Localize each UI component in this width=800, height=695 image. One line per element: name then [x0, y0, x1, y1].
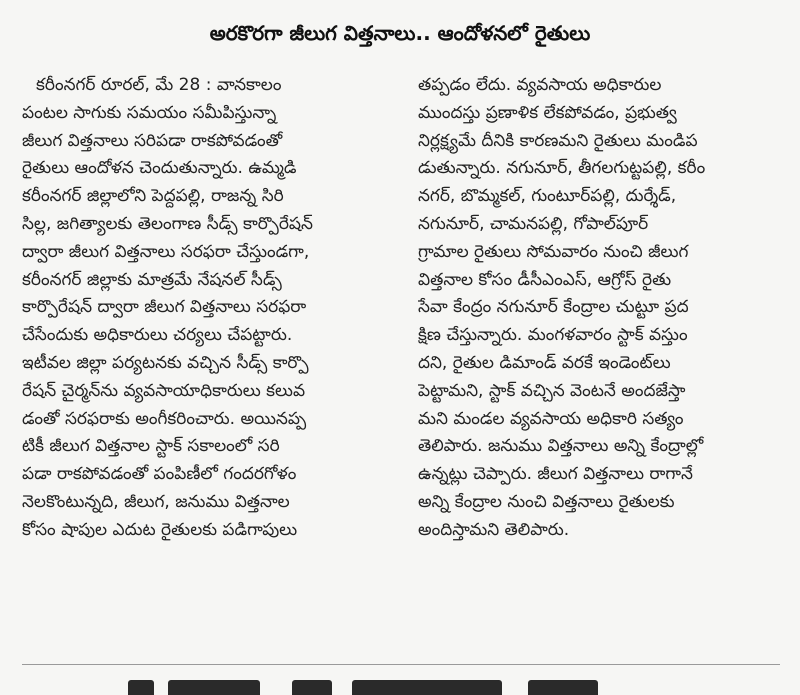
text-line: నిర్లక్ష్యమే దీనికి కారణమని రైతులు మండిప — [418, 130, 698, 151]
text-line: ఇటీవల జిల్లా పర్యటనకు వచ్చిన సీడ్స్ కార్పొ — [22, 352, 309, 373]
text-line: తెలిపారు. జనుము విత్తనాలు అన్ని కేంద్రాల్లో — [418, 436, 704, 457]
text-line: కోసం షాపుల ఎదుట రైతులకు పడిగాపులు — [22, 519, 298, 540]
text-line: అందిస్తామని తెలిపారు. — [418, 519, 570, 540]
text-line: పెట్టామని, స్టాక్ వచ్చిన వెంటనే అందజేస్తా — [418, 380, 686, 401]
text-line: జీలుగ విత్తనాలు సరిపడా రాకపోవడంతో — [22, 130, 283, 151]
text-line: దని, రైతుల డిమాండ్ వరకే ఇండెంట్‌లు — [418, 352, 671, 373]
text-line: గ్రామాల రైతులు సోమవారం నుంచి జీలుగ — [418, 241, 689, 262]
next-headline-cutoff — [0, 676, 800, 695]
text-line: రైతులు ఆందోళన చెందుతున్నారు. ఉమ్మడి — [22, 158, 297, 179]
text-line: క్షిణ చేస్తున్నారు. మంగళవారం స్టాక్ వస్తుం — [418, 325, 688, 346]
text-line: కరీంనగర్ జిల్లాకు మాత్రమే నేషనల్ సీడ్స్ — [22, 269, 282, 290]
text-line: కరీంనగర్ జిల్లాలోని పెద్దపల్లి, రాజన్న సిరి — [22, 186, 284, 207]
article-column-right — [418, 72, 780, 545]
text-line: సిల్ల, జగిత్యాలకు తెలంగాణ సీడ్స్ కార్పొరేషన్ — [22, 213, 313, 234]
text-line: మని మండల వ్యవసాయ అధికారి సత్యం — [418, 408, 684, 429]
text-line: డంతో సరఫరాకు అంగీకరించారు. అయినప్ప — [22, 408, 307, 429]
text-line: నగునూర్, చామనపల్లి, గోపాల్‌పూర్ — [418, 213, 649, 234]
article-column-left — [22, 72, 380, 545]
text-line: డుతున్నారు. నగునూర్, తీగలగుట్టపల్లి, కరీం — [418, 158, 706, 179]
cutoff-glyph — [168, 680, 260, 695]
article-divider — [22, 664, 780, 665]
text-line: చేసేందుకు అధికారులు చర్యలు చేపట్టారు. — [22, 325, 293, 346]
text-line: పడా రాకపోవడంతో పంపిణీలో గందరగోళం — [22, 464, 297, 485]
text-line: విత్తనాల కోసం డీసీఎంఎస్, ఆగ్రోస్ రైతు — [418, 269, 672, 290]
text-line: ద్వారా జీలుగ విత్తనాలు సరఫరా చేస్తుండగా, — [22, 241, 310, 262]
text-line: టికీ జీలుగ విత్తనాల స్టాక్ సకాలంలో సరి — [22, 436, 280, 457]
text-line: సేవా కేంద్రం నగునూర్ కేంద్రాల చుట్టూ ప్రద — [418, 297, 689, 318]
text-line: ముందస్తు ప్రణాళిక లేకపోవడం, ప్రభుత్వ — [418, 102, 677, 123]
text-line: రేషన్ చైర్మన్‌ను వ్యవసాయాధికారులు కలువ — [22, 380, 306, 401]
article-headline: అరకొరగా జీలుగ విత్తనాలు.. ఆందోళనలో రైతులు — [209, 21, 591, 45]
text-line: కార్పొరేషన్ ద్వారా జీలుగ విత్తనాలు సరఫరా — [22, 297, 307, 318]
text-line: కరీంనగర్ రూరల్, మే 28 : వానకాలం — [36, 75, 282, 95]
cutoff-glyph — [292, 680, 332, 695]
text-line: అన్ని కేంద్రాల నుంచి విత్తనాలు రైతులకు — [418, 491, 675, 512]
text-line: ఉన్నట్లు చెప్పారు. జీలుగ విత్తనాలు రాగానే — [418, 464, 693, 485]
text-line: నగర్, బొమ్మకల్, గుంటూర్‌పల్లి, దుర్శేడ్, — [418, 186, 677, 207]
cutoff-glyph — [128, 680, 154, 695]
text-line: తప్పడం లేదు. వ్యవసాయ అధికారుల — [418, 75, 662, 95]
cutoff-glyph — [352, 680, 502, 695]
text-line: నెలకొంటున్నది, జీలుగ, జనుము విత్తనాల — [22, 491, 290, 512]
text-line: పంటల సాగుకు సమయం సమీపిస్తున్నా — [22, 102, 277, 123]
cutoff-glyph — [528, 680, 598, 695]
